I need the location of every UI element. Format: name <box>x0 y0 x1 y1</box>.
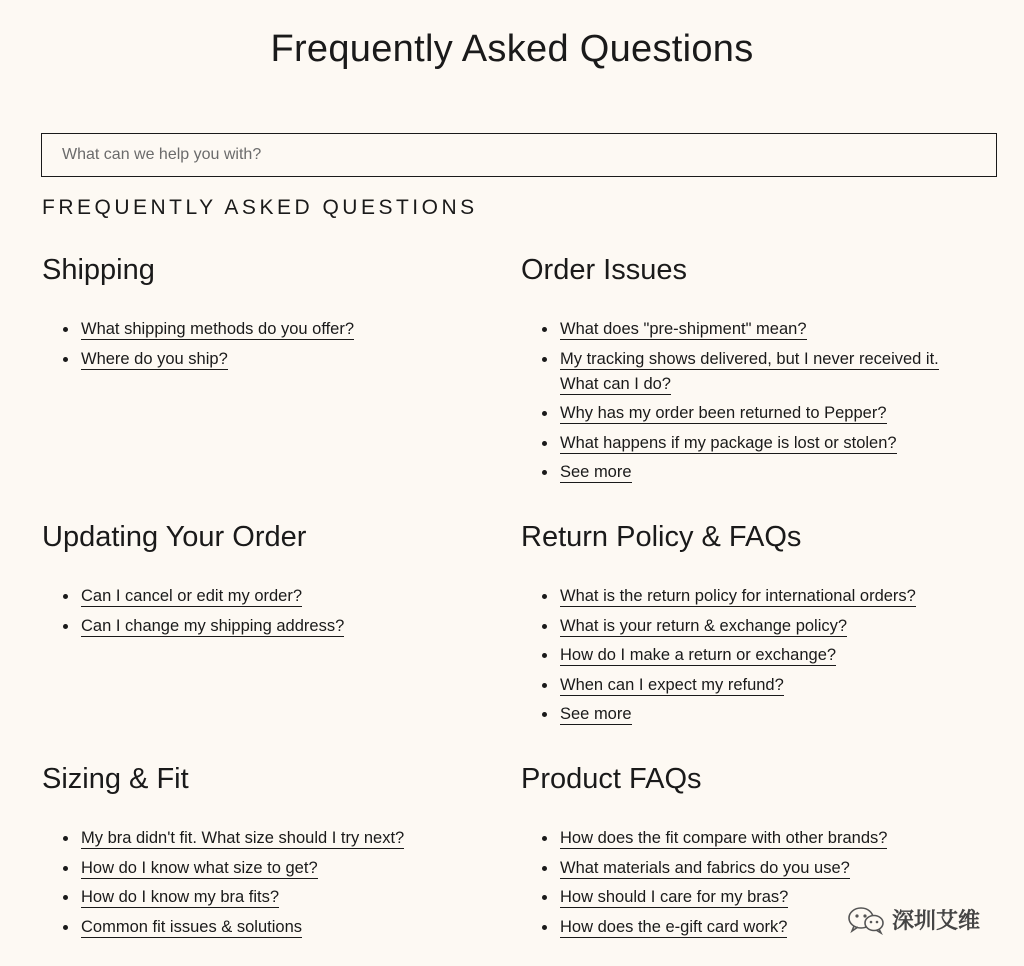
category-title-order-issues: Order Issues <box>521 254 687 286</box>
faq-item <box>560 673 971 698</box>
faq-link[interactable]: How should I care for my bras? <box>560 888 789 906</box>
search-box[interactable] <box>41 133 997 177</box>
faq-item <box>560 614 971 639</box>
faq-link[interactable]: How does the e-gift card work? <box>560 917 788 936</box>
search-input[interactable] <box>42 134 996 176</box>
category-shipping <box>42 253 492 376</box>
category-title-shipping: Shipping <box>42 254 155 286</box>
category-title-product-faqs: Product FAQs <box>521 763 702 795</box>
faq-link[interactable]: What shipping methods do you offer? <box>81 320 355 338</box>
category-updating-your-order <box>42 520 492 643</box>
faq-item <box>81 584 492 609</box>
faq-item <box>560 317 971 342</box>
faq-link[interactable]: What happens if my package is lost or stolen? <box>560 433 897 452</box>
watermark <box>846 904 980 935</box>
faq-list-updating-your-order <box>42 584 492 639</box>
faq-link[interactable]: Where do you ship? <box>81 349 228 368</box>
category-title-sizing-fit: Sizing & Fit <box>42 763 189 795</box>
page-title: Frequently Asked Questions <box>270 28 754 70</box>
category-sizing-fit <box>42 762 492 944</box>
faq-link[interactable]: My tracking shows delivered, but I never received it. What can I do? <box>560 349 939 393</box>
category-order-issues <box>521 253 971 490</box>
faq-list-shipping <box>42 317 492 372</box>
faq-item <box>81 885 492 910</box>
faq-item <box>560 643 971 668</box>
category-title-updating-your-order: Updating Your Order <box>42 521 307 553</box>
faq-item <box>560 702 971 727</box>
faq-item <box>81 347 492 372</box>
faq-list-return-policy <box>521 584 971 727</box>
faq-item <box>81 856 492 881</box>
faq-item <box>560 826 971 851</box>
faq-link[interactable]: My bra didn't fit. What size should I try next? <box>81 829 405 847</box>
faq-item <box>81 614 492 639</box>
see-more-link-return-policy[interactable]: See more <box>560 705 632 723</box>
faq-link[interactable]: When can I expect my refund? <box>560 675 784 694</box>
faq-link[interactable]: What does "pre-shipment" mean? <box>560 320 807 338</box>
faq-link[interactable]: What materials and fabrics do you use? <box>560 858 850 877</box>
category-return-policy <box>521 520 971 732</box>
faq-item <box>560 460 971 485</box>
faq-link[interactable]: How do I know my bra fits? <box>81 888 280 906</box>
faq-list-order-issues <box>521 317 971 485</box>
category-title-return-policy: Return Policy & FAQs <box>521 521 802 553</box>
faq-link[interactable]: What is your return & exchange policy? <box>560 616 848 635</box>
faq-link[interactable]: Can I cancel or edit my order? <box>81 587 303 605</box>
faq-link[interactable]: How do I make a return or exchange? <box>560 646 837 664</box>
faq-item <box>81 915 492 940</box>
faq-item <box>81 317 492 342</box>
faq-item <box>560 431 971 456</box>
faq-link[interactable]: Why has my order been returned to Pepper? <box>560 404 887 422</box>
faq-link[interactable]: What is the return policy for international orders? <box>560 587 916 605</box>
faq-item <box>81 826 492 851</box>
faq-item <box>560 401 971 426</box>
watermark-text: 深圳艾维 <box>892 909 981 934</box>
section-heading: FREQUENTLY ASKED QUESTIONS <box>42 196 478 219</box>
faq-list-sizing-fit <box>42 826 492 940</box>
faq-link[interactable]: How does the fit compare with other brands? <box>560 829 888 847</box>
faq-link[interactable]: How do I know what size to get? <box>81 858 318 877</box>
faq-item <box>560 856 971 881</box>
faq-item <box>560 347 971 397</box>
faq-link[interactable]: Common fit issues & solutions <box>81 917 303 936</box>
faq-link[interactable]: Can I change my shipping address? <box>81 616 345 635</box>
see-more-link-order-issues[interactable]: See more <box>560 463 632 481</box>
faq-item <box>560 584 971 609</box>
wechat-icon <box>846 905 886 935</box>
